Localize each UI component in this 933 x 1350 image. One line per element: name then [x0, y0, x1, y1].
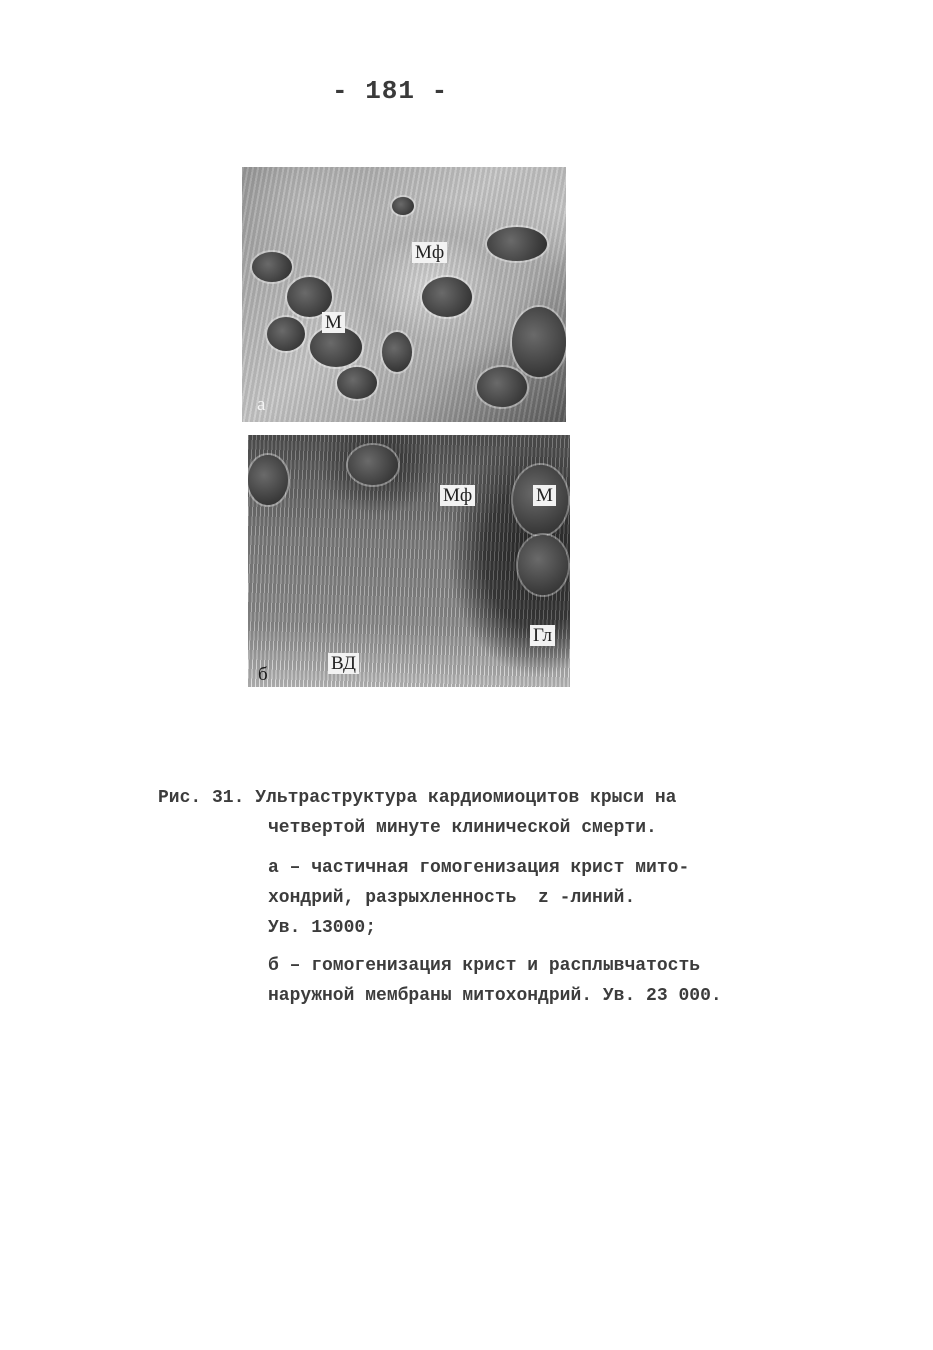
caption-item-a-line: а – частичная гомогенизация крист мито-: [268, 858, 690, 878]
mitochondrion-shape: [382, 332, 412, 372]
label-intercalated-disc: ВД: [328, 653, 359, 674]
mitochondrion-shape: [267, 317, 305, 351]
mitochondrion-shape: [518, 535, 568, 595]
caption-item-b-line: б – гомогенизация крист и расплывчатость: [268, 956, 701, 976]
caption-item-a-line: Ув. 13000;: [268, 918, 377, 938]
panel-letter: б: [258, 664, 268, 685]
mitochondrion-shape: [422, 277, 472, 317]
figure-caption-title-line: Рис. 31. Ультраструктура кардиомиоцитов крыси на: [158, 788, 677, 808]
mitochondrion-shape: [348, 445, 398, 485]
mitochondrion-shape: [252, 252, 292, 282]
caption-item-a-line: хондрий, разрыхленность z -линий.: [268, 888, 636, 908]
mitochondrion-shape: [487, 227, 547, 261]
panel-letter: а: [257, 394, 266, 415]
label-myofibril: Мф: [412, 242, 447, 263]
label-myofibril: Мф: [440, 485, 475, 506]
mitochondrion-shape: [310, 327, 362, 367]
mitochondrion-shape: [477, 367, 527, 407]
label-mitochondria: М: [533, 485, 556, 506]
mitochondrion-shape: [287, 277, 332, 317]
mitochondrion-shape: [337, 367, 377, 399]
label-mitochondria: М: [322, 312, 345, 333]
caption-item-b-line: наружной мембраны митохондрий. Ув. 23 000.: [268, 986, 722, 1006]
mitochondrion-shape: [248, 455, 288, 505]
page-number: - 181 -: [332, 76, 449, 106]
micrograph-panel-a: [242, 167, 566, 422]
micrograph-panel-b: [248, 435, 570, 687]
figure-caption-title-line: четвертой минуте клинической смерти.: [268, 818, 657, 838]
mitochondrion-shape: [392, 197, 414, 215]
label-glycogen: Гл: [530, 625, 555, 646]
mitochondrion-shape: [512, 307, 566, 377]
